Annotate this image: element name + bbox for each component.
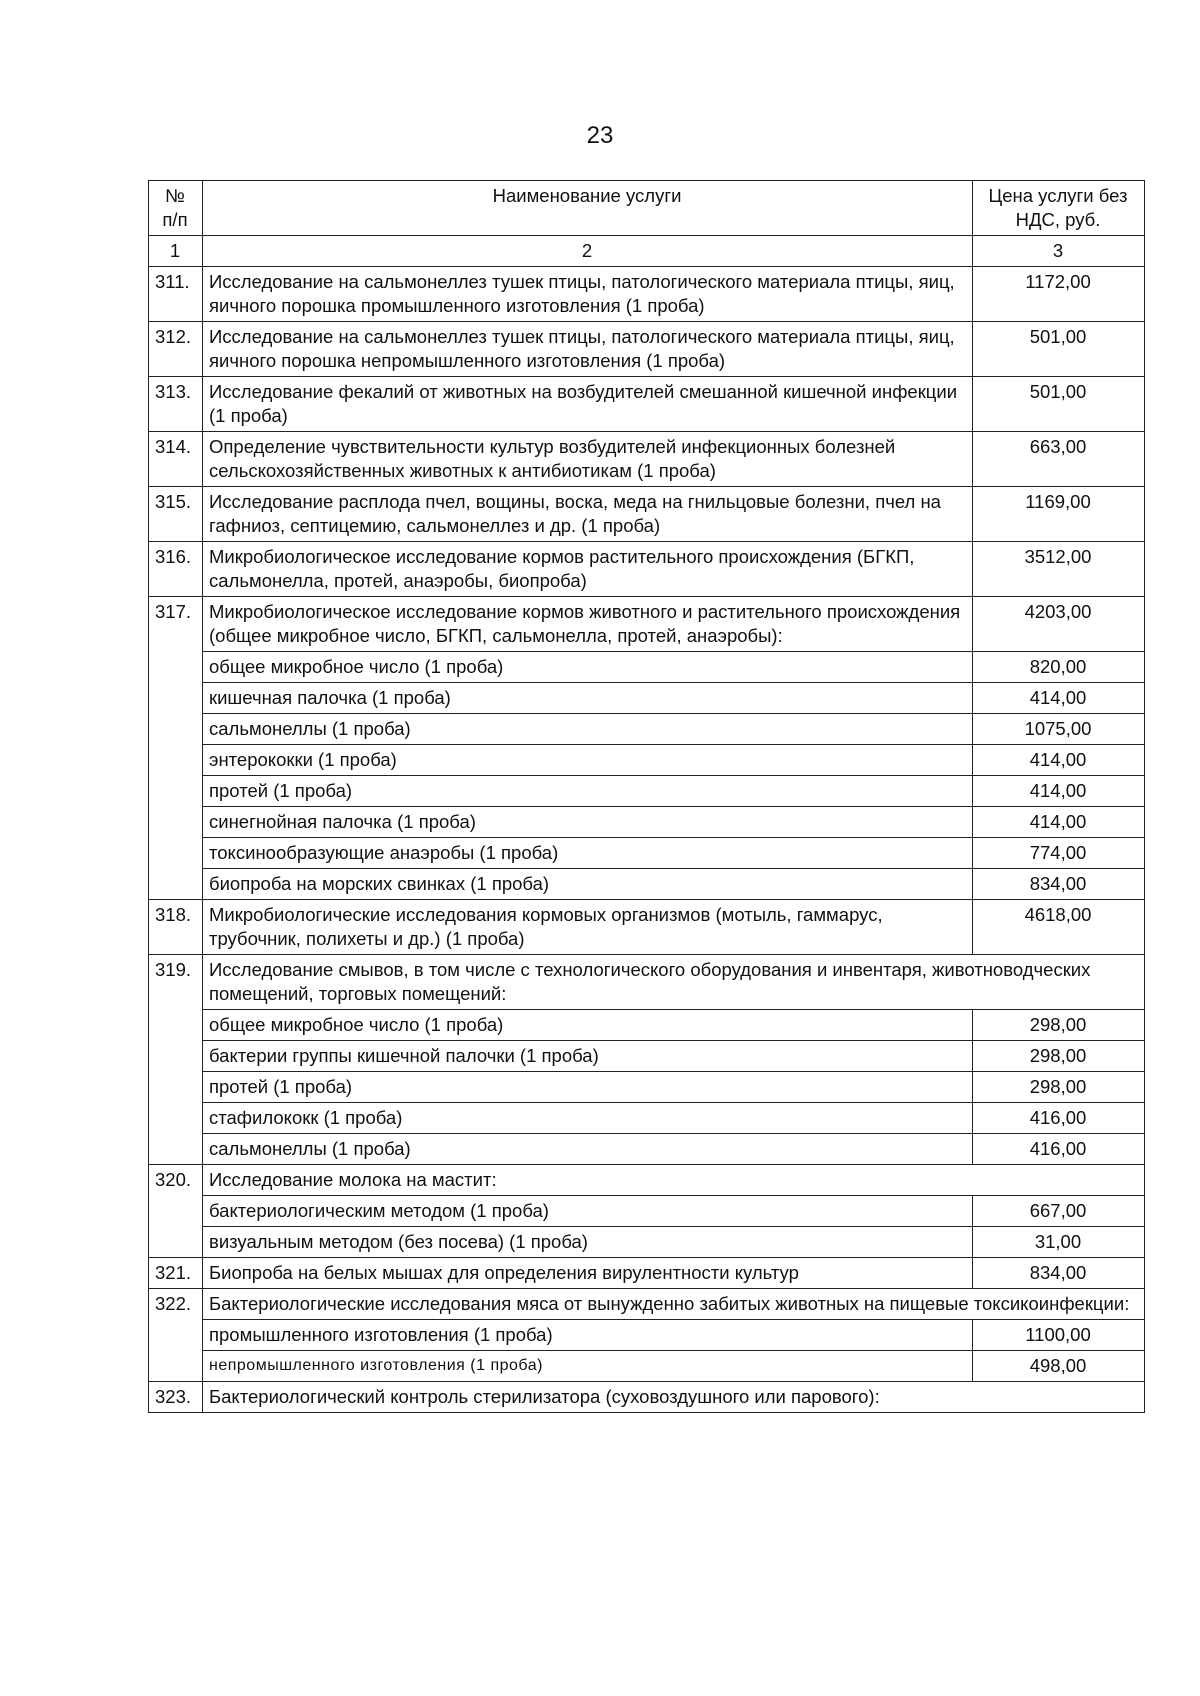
- row-number: 312.: [149, 322, 203, 377]
- sub-service-name: энтерококки (1 проба): [203, 745, 973, 776]
- service-name: Биопроба на белых мышах для определения вирулентности культур: [203, 1258, 973, 1289]
- sub-service-name: бактерии группы кишечной палочки (1 проба): [203, 1041, 973, 1072]
- sub-service-price: 498,00: [973, 1351, 1145, 1382]
- index-2: 2: [203, 236, 973, 267]
- sub-service-name: биопроба на морских свинках (1 проба): [203, 869, 973, 900]
- row-number: 318.: [149, 900, 203, 955]
- table-body: [149, 267, 1145, 1413]
- row-number: 319.: [149, 955, 203, 1165]
- service-price: 834,00: [973, 1258, 1145, 1289]
- table-row: [149, 322, 1145, 377]
- sub-service-price: 298,00: [973, 1010, 1145, 1041]
- index-1: 1: [149, 236, 203, 267]
- sub-service-price: 774,00: [973, 838, 1145, 869]
- service-name: Бактериологический контроль стерилизатора (суховоздушного или парового):: [203, 1382, 1145, 1413]
- row-number: 322.: [149, 1289, 203, 1382]
- table-row: [149, 1382, 1145, 1413]
- service-price: 4203,00: [973, 597, 1145, 652]
- row-number: 316.: [149, 542, 203, 597]
- sub-service-name: протей (1 проба): [203, 776, 973, 807]
- service-name: Исследование на сальмонеллез тушек птицы, патологического материала птицы, яиц, яичного порошка промышленного изготовления (1 проба): [203, 267, 973, 322]
- service-name: Исследование на сальмонеллез тушек птицы, патологического материала птицы, яиц, яичного порошка непромышленного изготовления (1 проба): [203, 322, 973, 377]
- sub-service-name: непромышленного изготовления (1 проба): [203, 1351, 973, 1382]
- row-number: 315.: [149, 487, 203, 542]
- table-subrow: [149, 807, 1145, 838]
- header-service-name: Наименование услуги: [203, 181, 973, 236]
- sub-service-price: 667,00: [973, 1196, 1145, 1227]
- service-name: Исследование расплода пчел, вощины, воска, меда на гнильцовые болезни, пчел на гафниоз, септицемию, сальмонеллез и др. (1 проба): [203, 487, 973, 542]
- table-subrow: [149, 1041, 1145, 1072]
- table-row: [149, 267, 1145, 322]
- table-subrow: [149, 776, 1145, 807]
- table-row: [149, 542, 1145, 597]
- table-subrow: [149, 714, 1145, 745]
- table-row: [149, 432, 1145, 487]
- table-subrow: [149, 1196, 1145, 1227]
- service-price: 1169,00: [973, 487, 1145, 542]
- sub-service-name: сальмонеллы (1 проба): [203, 1134, 973, 1165]
- row-number: 314.: [149, 432, 203, 487]
- sub-service-price: 820,00: [973, 652, 1145, 683]
- sub-service-price: 414,00: [973, 776, 1145, 807]
- row-number: 323.: [149, 1382, 203, 1413]
- row-number: 321.: [149, 1258, 203, 1289]
- table-row: [149, 597, 1145, 652]
- index-3: 3: [973, 236, 1145, 267]
- sub-service-name: синегнойная палочка (1 проба): [203, 807, 973, 838]
- service-price: 501,00: [973, 322, 1145, 377]
- sub-service-price: 834,00: [973, 869, 1145, 900]
- sub-service-name: протей (1 проба): [203, 1072, 973, 1103]
- service-name: Микробиологическое исследование кормов животного и растительного происхождения (общее микробное число, БГКП, сальмонелла, протей, анаэробы):: [203, 597, 973, 652]
- sub-service-price: 414,00: [973, 683, 1145, 714]
- sub-service-name: промышленного изготовления (1 проба): [203, 1320, 973, 1351]
- sub-service-price: 416,00: [973, 1103, 1145, 1134]
- page-number: 23: [586, 122, 614, 149]
- sub-service-name: сальмонеллы (1 проба): [203, 714, 973, 745]
- table-row: [149, 1165, 1145, 1196]
- sub-service-price: 298,00: [973, 1072, 1145, 1103]
- sub-service-name: бактериологическим методом (1 проба): [203, 1196, 973, 1227]
- service-name: Микробиологические исследования кормовых организмов (мотыль, гаммарус, трубочник, полихеты и др.) (1 проба): [203, 900, 973, 955]
- service-price: 663,00: [973, 432, 1145, 487]
- table-subrow: [149, 683, 1145, 714]
- sub-service-price: 1075,00: [973, 714, 1145, 745]
- sub-service-name: токсинообразующие анаэробы (1 проба): [203, 838, 973, 869]
- table-row: [149, 1289, 1145, 1320]
- table-row: [149, 487, 1145, 542]
- table-row: [149, 377, 1145, 432]
- service-name: Бактериологические исследования мяса от вынужденно забитых животных на пищевые токсикоинфекции:: [203, 1289, 1145, 1320]
- row-number: 313.: [149, 377, 203, 432]
- table-subrow: [149, 1010, 1145, 1041]
- table-subrow: [149, 1351, 1145, 1382]
- header-number: № п/п: [149, 181, 203, 236]
- table-index-row: [149, 236, 1145, 267]
- table-subrow: [149, 1134, 1145, 1165]
- service-name: Определение чувствительности культур возбудителей инфекционных болезней сельскохозяйственных животных к антибиотикам (1 проба): [203, 432, 973, 487]
- table-row: [149, 900, 1145, 955]
- service-name: Исследование фекалий от животных на возбудителей смешанной кишечной инфекции (1 проба): [203, 377, 973, 432]
- sub-service-name: стафилококк (1 проба): [203, 1103, 973, 1134]
- row-number: 320.: [149, 1165, 203, 1258]
- row-number: 311.: [149, 267, 203, 322]
- table-row: [149, 1258, 1145, 1289]
- table-row: [149, 955, 1145, 1010]
- table-subrow: [149, 869, 1145, 900]
- sub-service-name: кишечная палочка (1 проба): [203, 683, 973, 714]
- service-name: Микробиологическое исследование кормов растительного происхождения (БГКП, сальмонелла, протей, анаэробы, биопроба): [203, 542, 973, 597]
- sub-service-price: 1100,00: [973, 1320, 1145, 1351]
- service-price: 3512,00: [973, 542, 1145, 597]
- service-price: 4618,00: [973, 900, 1145, 955]
- table-subrow: [149, 1227, 1145, 1258]
- table-subrow: [149, 1103, 1145, 1134]
- service-price: 501,00: [973, 377, 1145, 432]
- service-name: Исследование смывов, в том числе с технологического оборудования и инвентаря, животноводческих помещений, торговых помещений:: [203, 955, 1145, 1010]
- table-header-row: [149, 181, 1145, 236]
- sub-service-name: визуальным методом (без посева) (1 проба): [203, 1227, 973, 1258]
- sub-service-price: 416,00: [973, 1134, 1145, 1165]
- table-subrow: [149, 1320, 1145, 1351]
- sub-service-price: 31,00: [973, 1227, 1145, 1258]
- service-price: 1172,00: [973, 267, 1145, 322]
- service-name: Исследование молока на мастит:: [203, 1165, 1145, 1196]
- table-subrow: [149, 838, 1145, 869]
- sub-service-price: 414,00: [973, 745, 1145, 776]
- sub-service-name: общее микробное число (1 проба): [203, 1010, 973, 1041]
- table-subrow: [149, 745, 1145, 776]
- row-number: 317.: [149, 597, 203, 900]
- sub-service-price: 298,00: [973, 1041, 1145, 1072]
- table-subrow: [149, 652, 1145, 683]
- price-table: [148, 180, 1145, 1413]
- sub-service-price: 414,00: [973, 807, 1145, 838]
- sub-service-name: общее микробное число (1 проба): [203, 652, 973, 683]
- table-subrow: [149, 1072, 1145, 1103]
- header-price: Цена услуги без НДС, руб.: [973, 181, 1145, 236]
